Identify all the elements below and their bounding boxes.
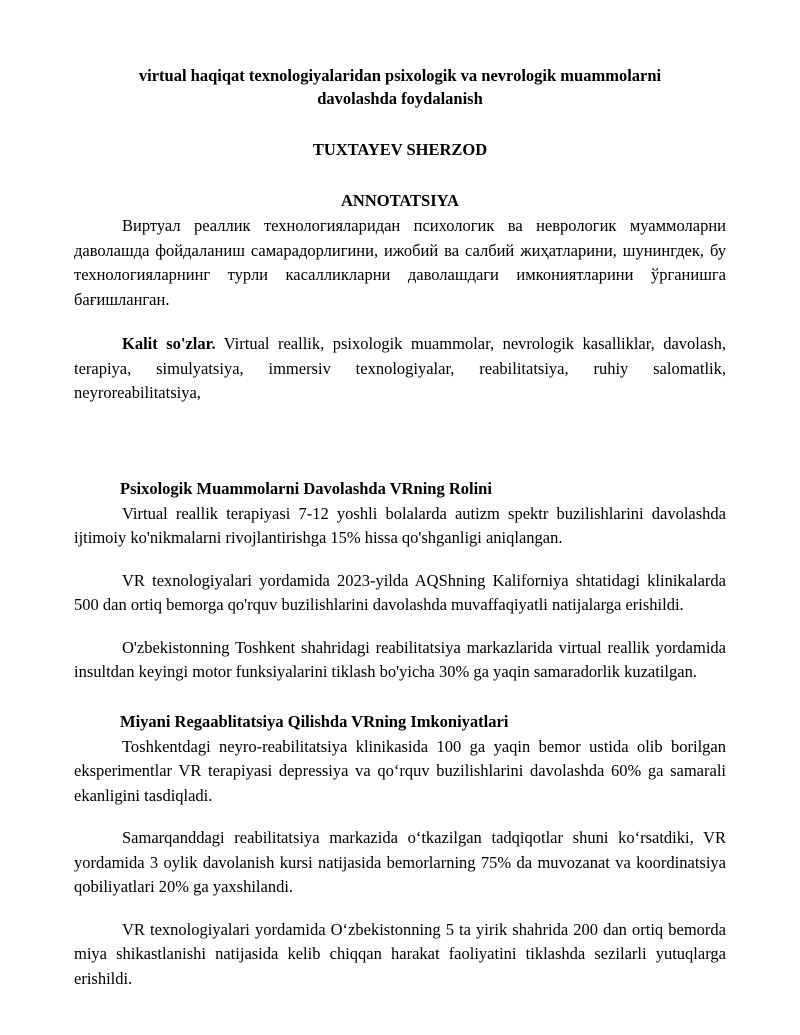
keywords-label: Kalit so'zlar.: [122, 334, 216, 353]
keywords-text: Virtual reallik, psixologik muammolar, nevrologik kasalliklar, davolash, terapiya, simulyatsiya, immersiv texnologiyalar, reabilitatsiya, ruhiy salomatlik, neyroreabilitatsiya,: [74, 334, 726, 402]
section-2-paragraph-1: Toshkentdagi neyro-reabilitatsiya klinikasida 100 ga yaqin bemor ustida olib borilgan eksperimentlar VR terapiyasi depressiya va qo‘rquv buzilishlarini davolashda 60% ga samarali ekanligini tasdiqladi.: [74, 736, 726, 805]
author-name: TUXTAYEV SHERZOD: [312, 140, 488, 159]
section-heading-vr-psychology: Psixologik Muammolarni Davolashda VRning Rolini: [120, 478, 492, 498]
section-1-paragraph-2: VR texnologiyalari yordamida 2023-yilda AQShning Kaliforniya shtatidagi klinikalarda 500 dan ortiq bemorga qo'rquv buzilishlarini davolashda muvaffaqiyatli natijalarga erishildi.: [74, 570, 726, 614]
paper-title: virtual haqiqat texnologiyalaridan psixologik va nevrologik muammolarni davolashda foydalanish: [138, 66, 662, 108]
annotation-heading: ANNOTATSIYA: [341, 191, 459, 210]
section-heading-brain-rehab: Miyani Regaablitatsiya Qilishda VRning Imkoniyatlari: [120, 711, 509, 731]
section-1-paragraph-3: O'zbekistonning Toshkent shahridagi reabilitatsiya markazlarida virtual reallik yordamida insultdan keyingi motor funksiyalarini tiklash bo'yicha 30% ga yaqin samaradorlik kuzatilgan.: [74, 637, 726, 681]
section-2-paragraph-2: Samarqanddagi reabilitatsiya markazida o‘tkazilgan tadqiqotlar shuni ko‘rsatdiki, VR yordamida 3 oylik davolanish kursi natijasida bemorlarning 75% da muvozanat va koordinatsiya qobiliyatlari 20% ga yaxshilandi.: [74, 828, 726, 896]
annotation-text: Виртуал реаллик технологияларидан психологик ва неврологик муаммоларни даволашда фойдаланиш самарадорлигини, ижобий ва салбий жиҳатларини, шунингдек, бу технологияларнинг турли касалликларни даволашдаги имкониятларини ўрганишга бағишланган.: [74, 216, 726, 309]
keywords-paragraph: [74, 332, 726, 406]
section-2-paragraph-3: VR texnologiyalari yordamida O‘zbekistonning 5 ta yirik shahrida 200 dan ortiq bemorda miya shikastlanishi natijasida kelib chiqqan harakat faoliyatini tiklashda sezilarli yutuqlarga erishildi.: [74, 919, 726, 988]
section-1-paragraph-1: Virtual reallik terapiyasi 7-12 yoshli bolalarda autizm spektr buzilishlarini davolashda ijtimoiy ko'nikmalarni rivojlantirishga 15% hissa qo'shganligi aniqlangan.: [74, 503, 726, 547]
paper-page: [74, 64, 726, 991]
